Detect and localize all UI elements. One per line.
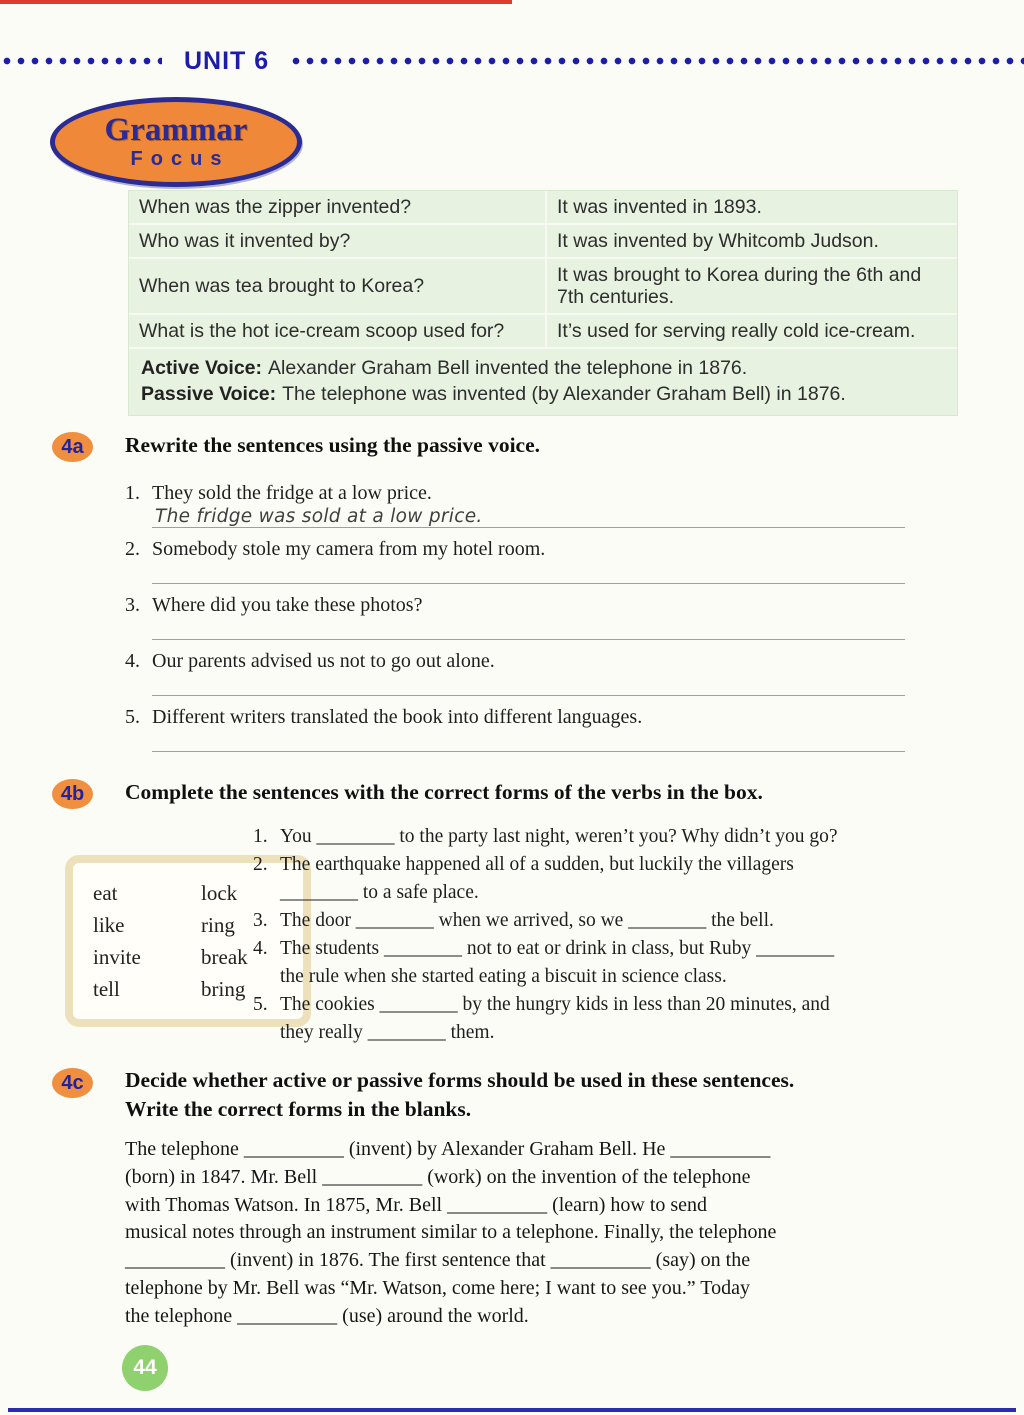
grammar-focus-badge xyxy=(50,97,302,187)
item-number: 2. xyxy=(125,538,140,560)
verb: bring xyxy=(201,977,246,1001)
answer-cell: It’s used for serving really cold ice-cream. xyxy=(557,320,916,342)
item-text: they really ________ them. xyxy=(280,1022,495,1043)
item-number: 5. xyxy=(253,994,268,1015)
grammar-focus-title: Grammar xyxy=(104,112,248,148)
bottom-edge-line xyxy=(8,1408,1016,1412)
paragraph-line: musical notes through an instrument similar to a telephone. Finally, the telephone xyxy=(125,1221,777,1244)
verb: like xyxy=(93,913,125,937)
answer-blank-line xyxy=(152,618,905,640)
item-text: The cookies ________ by the hungry kids in less than 20 minutes, and xyxy=(280,994,830,1015)
list-item xyxy=(253,935,955,991)
passive-voice-label: Passive Voice: xyxy=(141,383,277,405)
section-4a-badge: 4a xyxy=(52,432,93,462)
table-row xyxy=(129,225,957,259)
answer-cell: It was invented in 1893. xyxy=(557,196,762,218)
list-item xyxy=(253,823,955,851)
page-number-badge: 44 xyxy=(122,1345,168,1391)
dotted-rule-right xyxy=(289,56,1024,66)
table-row xyxy=(129,315,957,349)
question-cell: Who was it invented by? xyxy=(129,225,547,257)
verb: tell xyxy=(93,977,120,1001)
verb: eat xyxy=(93,881,118,905)
answer-blank-line xyxy=(152,562,905,584)
item-number: 4. xyxy=(125,650,140,672)
item-text: They sold the fridge at a low price. xyxy=(152,482,432,504)
item-text: You ________ to the party last night, weren’t you? Why didn’t you go? xyxy=(280,826,838,847)
answer-cell: It was invented by Whitcomb Judson. xyxy=(557,230,879,252)
verb: ring xyxy=(201,913,235,937)
paragraph-line: with Thomas Watson. In 1875, Mr. Bell __________ (learn) how to send xyxy=(125,1193,708,1216)
list-item xyxy=(125,592,915,640)
item-text: Somebody stole my camera from my hotel room. xyxy=(152,538,546,560)
item-text: Where did you take these photos? xyxy=(152,594,423,616)
paragraph-line: telephone by Mr. Bell was “Mr. Watson, come here; I want to see you.” Today xyxy=(125,1276,750,1299)
item-text: Our parents advised us not to go out alone. xyxy=(152,650,495,672)
active-voice-label: Active Voice: xyxy=(141,357,263,379)
item-number: 3. xyxy=(253,910,268,931)
item-number: 3. xyxy=(125,594,140,616)
item-text: ________ to a safe place. xyxy=(280,882,479,903)
item-text: The earthquake happened all of a sudden, but luckily the villagers xyxy=(280,854,794,875)
grammar-focus-table xyxy=(128,190,958,416)
item-number: 4. xyxy=(253,938,268,959)
item-number: 1. xyxy=(125,482,140,504)
answer-blank-line xyxy=(152,674,905,696)
list-item xyxy=(253,907,955,935)
section-4c-title-line1: Decide whether active or passive forms should be used in these sentences. xyxy=(125,1068,795,1092)
section-4c-title-line2: Write the correct forms in the blanks. xyxy=(125,1097,472,1121)
item-text: the rule when she started eating a biscuit in science class. xyxy=(280,966,727,987)
section-4b-badge: 4b xyxy=(52,779,93,809)
list-item xyxy=(125,704,915,752)
handwritten-answer: The fridge was sold at a low price. xyxy=(155,506,483,527)
grammar-focus-subtitle: Focus xyxy=(130,148,230,170)
section-4c-paragraph xyxy=(125,1136,965,1331)
verb: invite xyxy=(93,945,141,969)
question-cell: When was tea brought to Korea? xyxy=(129,259,547,313)
active-voice-line xyxy=(141,355,945,381)
answer-cell: It was brought to Korea during the 6th and 7th centuries. xyxy=(557,264,922,308)
table-row xyxy=(129,259,957,315)
question-cell: What is the hot ice-cream scoop used for? xyxy=(129,315,547,347)
paragraph-line: the telephone __________ (use) around the world. xyxy=(125,1304,529,1327)
voice-examples xyxy=(129,349,957,415)
unit-title: UNIT 6 xyxy=(184,46,270,75)
unit-header xyxy=(0,48,1024,74)
answer-blank-line xyxy=(152,506,905,528)
section-4a-items xyxy=(125,480,915,760)
verb: break xyxy=(201,945,248,969)
passive-voice-text: The telephone was invented (by Alexander Graham Bell) in 1876. xyxy=(282,383,846,405)
question-cell: When was the zipper invented? xyxy=(129,191,547,223)
paragraph-line: The telephone __________ (invent) by Alexander Graham Bell. He __________ xyxy=(125,1138,771,1160)
list-item xyxy=(125,480,915,528)
section-4b-title: Complete the sentences with the correct forms of the verbs in the box. xyxy=(125,780,763,804)
list-item xyxy=(253,991,955,1047)
top-edge-line xyxy=(0,0,512,4)
active-voice-text: Alexander Graham Bell invented the telephone in 1876. xyxy=(268,357,748,379)
passive-voice-line xyxy=(141,381,945,407)
item-number: 1. xyxy=(253,826,268,847)
paragraph-line: (born) in 1847. Mr. Bell __________ (work) on the invention of the telephone xyxy=(125,1165,751,1188)
answer-blank-line xyxy=(152,730,905,752)
item-number: 2. xyxy=(253,854,268,875)
paragraph-line: __________ (invent) in 1876. The first sentence that __________ (say) on the xyxy=(125,1249,751,1272)
item-number: 5. xyxy=(125,706,140,728)
table-row xyxy=(129,191,957,225)
item-text: The door ________ when we arrived, so we ________ the bell. xyxy=(280,910,774,931)
item-text: Different writers translated the book into different languages. xyxy=(152,706,643,728)
section-4a-title: Rewrite the sentences using the passive voice. xyxy=(125,433,541,457)
list-item xyxy=(125,648,915,696)
list-item xyxy=(253,851,955,907)
section-4c-badge: 4c xyxy=(52,1068,93,1098)
section-4b-items xyxy=(253,823,955,1047)
dotted-rule-left xyxy=(0,56,162,66)
verb: lock xyxy=(201,881,238,905)
list-item xyxy=(125,536,915,584)
item-text: The students ________ not to eat or drink in class, but Ruby ________ xyxy=(280,938,835,959)
